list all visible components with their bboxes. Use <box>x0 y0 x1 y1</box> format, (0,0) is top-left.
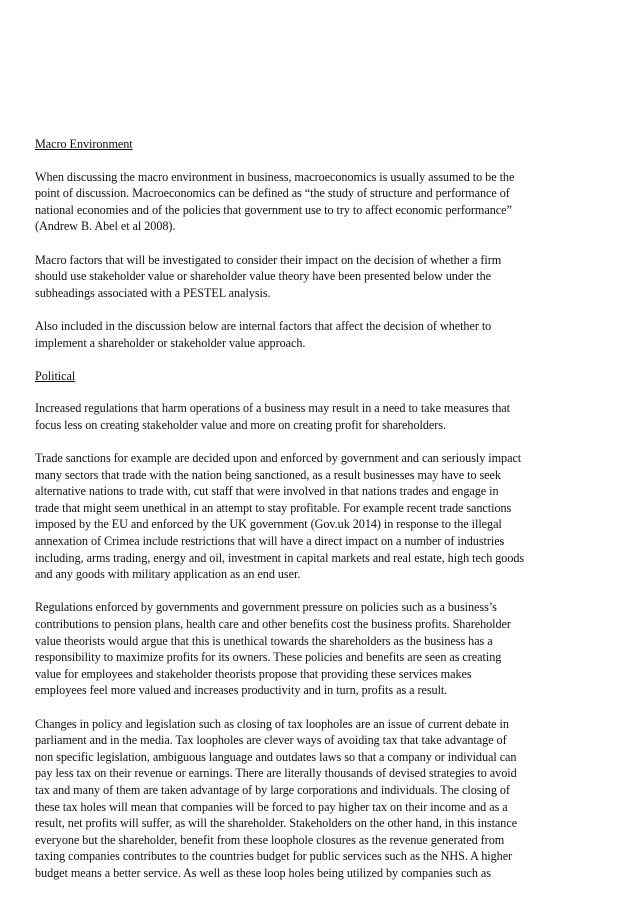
text-line: responsibility to maximize profits for its owners. These policies and benefits are seen as creating <box>35 650 502 665</box>
text-line: taxing companies contributes to the countries budget for public services such as the NHS. A higher <box>35 849 513 864</box>
political-section <box>35 400 605 881</box>
paragraph <box>35 318 605 351</box>
document-page <box>35 136 605 898</box>
text-line: Changes in policy and legislation such as closing of tax loopholes are an issue of current debate in <box>35 716 509 731</box>
text-line: employees feel more valued and increases productivity and in turn, profits as a result. <box>35 683 448 698</box>
text-line: contributions to pension plans, health care and other benefits cost the business profits. Shareholder <box>35 617 511 632</box>
text-line: annexation of Crimea include restrictions that will have a direct impact on a number of industries <box>35 534 505 549</box>
text-line: Macro factors that will be investigated to consider their impact on the decision of whether a firm <box>35 252 502 267</box>
text-line: subheadings associated with a PESTEL analysis. <box>35 285 271 300</box>
text-line: imposed by the EU and enforced by the UK government (Gov.uk 2014) in response to the illegal <box>35 517 502 532</box>
text-line: focus less on creating stakeholder value and more on creating profit for shareholders. <box>35 417 446 432</box>
text-line: When discussing the macro environment in business, macroeconomics is usually assumed to be the <box>35 169 515 184</box>
text-line: result, net profits will suffer, as will the shareholder. Stakeholders on the other hand, in this instance <box>35 816 518 831</box>
text-line: national economies and of the policies that government use to try to affect economic performance” <box>35 202 512 217</box>
text-line: parliament and in the media. Tax loopholes are clever ways of avoiding tax that take advantage of <box>35 733 507 748</box>
text-line: point of discussion. Macroeconomics can be defined as “the study of structure and performance of <box>35 186 510 201</box>
text-line: (Andrew B. Abel et al 2008). <box>35 219 176 234</box>
text-line: Also included in the discussion below are internal factors that affect the decision of whether to <box>35 318 492 333</box>
text-line: non specific legislation, ambiguous language and outdates laws so that a company or individual can <box>35 749 517 764</box>
paragraph <box>35 400 605 433</box>
text-line: Increased regulations that harm operations of a business may result in a need to take measures that <box>35 401 510 416</box>
text-line: budget means a better service. As well as these loop holes being utilized by companies such as <box>35 865 491 880</box>
text-line: including, arms trading, energy and oil, investment in capital markets and real estate, high tech goods <box>35 550 525 565</box>
paragraph <box>35 252 605 302</box>
text-line: Regulations enforced by governments and government pressure on policies such as a business’s <box>35 600 497 615</box>
intro-section <box>35 169 605 352</box>
text-line: should use stakeholder value or shareholder value theory have been presented below under the <box>35 269 491 284</box>
text-line: trade that might seem unethical in an attempt to stay profitable. For example recent trade sanctions <box>35 500 512 515</box>
text-line: implement a shareholder or stakeholder value approach. <box>35 335 306 350</box>
section-heading-political: Political <box>35 368 76 383</box>
text-line: alternative nations to trade with, cut staff that were involved in that nations trades and engage in <box>35 484 499 499</box>
text-line: tax and many of them are taken advantage of by large corporations and individuals. The closing of <box>35 782 510 797</box>
text-line: pay less tax on their revenue or earnings. There are literally thousands of devised strategies to avoid <box>35 766 517 781</box>
text-line: everyone but the shareholder, benefit from these loophole closures as the revenue generated from <box>35 832 505 847</box>
paragraph <box>35 716 605 882</box>
text-line: value for employees and stakeholder theorists propose that providing these services makes <box>35 666 472 681</box>
text-line: these tax holes will mean that companies will be forced to pay higher tax on their income and as a <box>35 799 508 814</box>
text-line: value theorists would argue that this is unethical towards the shareholders as the business has a <box>35 633 493 648</box>
text-line: many sectors that trade with the nation being sanctioned, as a result businesses may have to seek <box>35 467 501 482</box>
section-heading-macro-environment: Macro Environment <box>35 137 133 151</box>
text-line: and any goods with military application as an end user. <box>35 567 301 582</box>
paragraph <box>35 169 605 235</box>
paragraph <box>35 450 605 583</box>
text-line: Trade sanctions for example are decided upon and enforced by government and can seriously impact <box>35 451 522 466</box>
paragraph <box>35 599 605 699</box>
